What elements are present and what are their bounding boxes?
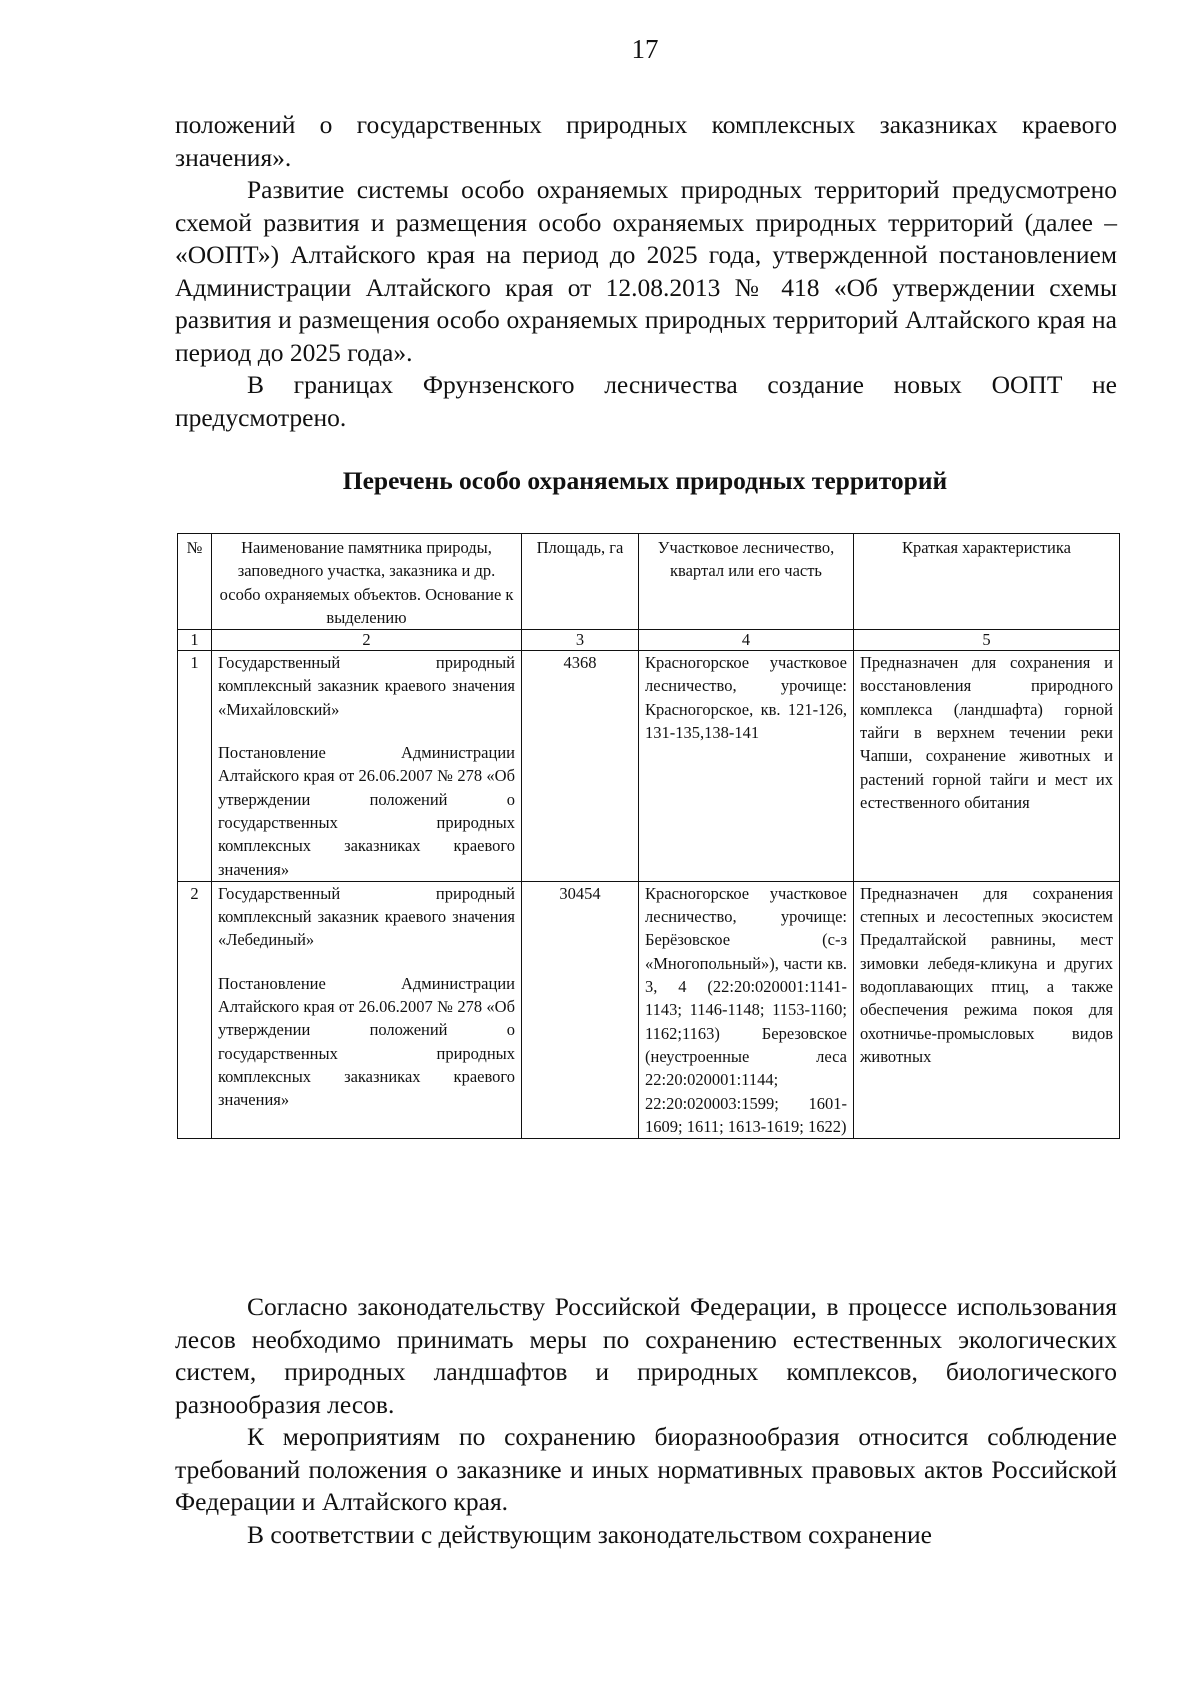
header-cell-name: Наименование памятника природы, заповедного участка, заказника и др. особо охраняемых объектов. Основание к выделению (212, 534, 522, 630)
paragraph: Развитие системы особо охраняемых природных территорий предусмотрено схемой развития и размещения особо охраняемых природных территорий (далее – «ООПТ») Алтайского края на период до 2025 года, утвержденной постановлением Администрации Алтайского края от 12.08.2013 № 418 «Об утверждении схемы развития и размещения особо охраняемых природных территорий Алтайского края на период до 2025 года». (175, 175, 1117, 367)
paragraph: К мероприятиям по сохранению биоразнообразия относится соблюдение требований положения о заказнике и иных нормативных правовых актов Российской Федерации и Алтайского края. (175, 1422, 1117, 1516)
reserve-basis: Постановление Администрации Алтайского края от 26.06.2007 № 278 «Об утверждении положений о государственных природных комплексных заказниках краевого значения» (218, 743, 515, 879)
table-row (178, 881, 1120, 1138)
column-number-row (178, 630, 1120, 651)
page-number: 17 (631, 34, 659, 64)
text-block-top (175, 109, 1117, 434)
column-number: 3 (522, 630, 639, 651)
row-number: 1 (178, 651, 212, 882)
paragraph: положений о государственных природных комплексных заказниках краевого значения». (175, 110, 1117, 172)
paragraph: Согласно законодательству Российской Федерации, в процессе использования лесов необходимо принимать меры по сохранению естественных экологических систем, природных ландшафтов и природных комплексов, биологического разнообразия лесов. (175, 1292, 1117, 1419)
reserve-name-cell (212, 651, 522, 882)
text-block-bottom (175, 1291, 1117, 1551)
area-cell: 4368 (522, 651, 639, 882)
reserve-name: Государственный природный комплексный заказник краевого значения «Михайловский» (218, 653, 515, 719)
header-cell-description: Краткая характеристика (854, 534, 1120, 630)
area-cell: 30454 (522, 881, 639, 1138)
column-number: 1 (178, 630, 212, 651)
column-number: 5 (854, 630, 1120, 651)
reserve-basis: Постановление Администрации Алтайского края от 26.06.2007 № 278 «Об утверждении положений о государственных природных комплексных заказниках краевого значения» (218, 973, 515, 1110)
column-number: 4 (639, 630, 854, 651)
paragraph: В соответствии с действующим законодательством сохранение (247, 1519, 932, 1549)
forestry-cell: Красногорское участковое лесничество, урочище: Красногорское, кв. 121-126, 131-135,138-141 (639, 651, 854, 882)
description-cell: Предназначен для сохранения и восстановления природного комплекса (ландшафта) горной тайги в верхнем течении реки Чапши, сохранение животных и растений горной тайги и мест их естественного обитания (854, 651, 1120, 882)
forestry-cell: Красногорское участковое лесничество, урочище: Берёзовское (с-з «Многопольный»), части кв. 3, 4 (22:20:020001:1141-1143; 1146-1148; 1153-1160; 1162;1163) Березовское (неустроенные леса 22:20:020001:1144; 22:20:020003:1599; 1601- 1609; 1611; 1613-1619; 1622) (639, 881, 854, 1138)
header-cell-forestry: Участковое лесничество, квартал или его часть (639, 534, 854, 630)
header-cell-num: № (178, 534, 212, 630)
row-number: 2 (178, 881, 212, 1138)
table-row (178, 651, 1120, 882)
table-title: Перечень особо охраняемых природных территорий (342, 466, 948, 495)
reserve-name: Государственный природный комплексный заказник краевого значения «Лебединый» (218, 883, 515, 950)
reserve-name-cell (212, 881, 522, 1138)
column-number: 2 (212, 630, 522, 651)
header-cell-area: Площадь, га (522, 534, 639, 630)
protected-areas-table (177, 533, 1120, 1139)
description-cell: Предназначен для сохранения степных и лесостепных экосистем Предалтайской равнины, мест зимовки лебедя-кликуна и других водоплавающих птиц, а также обеспечения режима покоя для охотничье-промысловых видов животных (854, 881, 1120, 1138)
table-header-row (178, 534, 1120, 630)
paragraph: В границах Фрунзенского лесничества создание новых ООПТ не предусмотрено. (175, 370, 1117, 432)
